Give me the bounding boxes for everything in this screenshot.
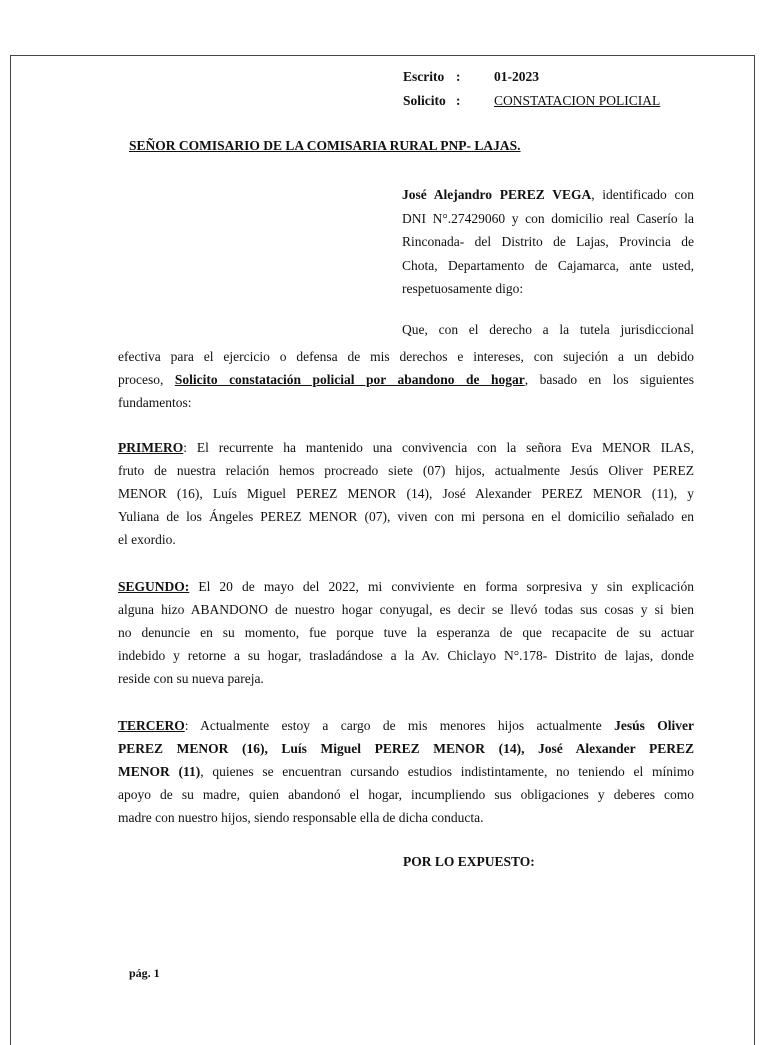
request-line: Que, con el derecho a la tutela jurisdiccional: [402, 322, 694, 337]
intro-line: Rinconada- del Distrito de Lajas, Provincia de: [402, 234, 694, 249]
intro-line: DNI N°.27429060 y con domicilio real Caserío la: [402, 210, 694, 226]
intro-line: [402, 183, 694, 207]
intro-text: , identificado con: [591, 187, 694, 202]
tercero-line: [118, 760, 694, 783]
solicito-separator: :: [456, 93, 461, 108]
escrito-value: 01-2023: [494, 69, 539, 84]
intro-line: Chota, Departamento de Cajamarca, ante usted,: [402, 257, 694, 273]
request-text: , basado en los siguientes: [524, 372, 694, 387]
tercero-line: apoyo de su madre, quien abandonó el hogar, incumpliendo sus obligaciones y deberes como: [118, 787, 694, 802]
segundo-line: indebido y retorne a su hogar, trasladándose a la Av. Chiclayo N°.178- Distrito de lajas, donde: [118, 648, 694, 663]
segundo-line: alguna hizo ABANDONO de nuestro hogar conyugal, es decir se llevó todas sus cosas y si bien: [118, 602, 694, 617]
intro-line: respetuosamente digo:: [402, 281, 524, 296]
segundo-label: SEGUNDO:: [118, 579, 190, 594]
primero-line: fruto de nuestra relación hemos procreado siete (07) hijos, actualmente Jesús Oliver PEREZ: [118, 463, 694, 478]
request-line: efectiva para el ejercicio o defensa de mis derechos e intereses, con sujeción a un debido: [118, 349, 694, 364]
tercero-line: madre con nuestro hijos, siendo responsable ella de dicha conducta.: [118, 810, 484, 825]
petitioner-name: José Alejandro PEREZ VEGA: [402, 187, 592, 202]
escrito-label: Escrito: [403, 69, 445, 84]
tercero-text: : Actualmente estoy a cargo de mis menores hijos actualmente: [184, 718, 615, 733]
primero-line: el exordio.: [118, 532, 176, 547]
primero-paragraph: [118, 436, 694, 551]
request-text: proceso,: [118, 372, 175, 387]
escrito-separator: :: [456, 69, 461, 84]
page-number: pág. 1: [129, 966, 160, 980]
primero-line: Yuliana de los Ángeles PEREZ MENOR (07), viven con mi persona en el domicilio señalado en: [118, 509, 694, 524]
tercero-text: , quienes se encuentran cursando estudios indistintamente, no teniendo el mínimo: [200, 764, 694, 779]
request-line: fundamentos:: [118, 395, 192, 410]
addressee: SEÑOR COMISARIO DE LA COMISARIA RURAL PNP- LAJAS.: [129, 138, 521, 153]
request-highlight: Solicito constatación policial por abandono de hogar: [174, 372, 525, 387]
tercero-paragraph: [118, 714, 694, 829]
segundo-paragraph: [118, 575, 694, 690]
closing-heading: POR LO EXPUESTO:: [403, 854, 535, 869]
segundo-text: El 20 de mayo del 2022, mi conviviente en forma sorpresiva y sin explicación: [189, 579, 694, 594]
solicito-label: Solicito: [403, 93, 446, 108]
solicito-value: CONSTATACION POLICIAL: [494, 93, 661, 108]
tercero-bold-text: Jesús Oliver: [614, 718, 694, 733]
intro-paragraph: [402, 183, 694, 301]
request-paragraph: [118, 345, 694, 414]
segundo-line: no denuncie en su momento, fue porque tuve la esperanza de que recapacite de su actuar: [118, 625, 694, 640]
primero-label: PRIMERO: [118, 440, 184, 455]
segundo-line: [118, 575, 694, 598]
primero-line: [118, 436, 694, 459]
segundo-line: reside con su nueva pareja.: [118, 671, 264, 686]
tercero-line: PEREZ MENOR (16), Luís Miguel PEREZ MENOR (14), José Alexander PEREZ: [118, 741, 694, 756]
primero-text: : El recurrente ha mantenido una convivencia con la señora Eva MENOR ILAS,: [183, 440, 694, 455]
tercero-line: [118, 714, 694, 737]
primero-line: MENOR (16), Luís Miguel PEREZ MENOR (14), José Alexander PEREZ MENOR (11), y: [118, 486, 694, 501]
request-line: [118, 368, 694, 391]
tercero-bold-text: MENOR (11): [118, 764, 201, 779]
tercero-label: TERCERO: [118, 718, 185, 733]
